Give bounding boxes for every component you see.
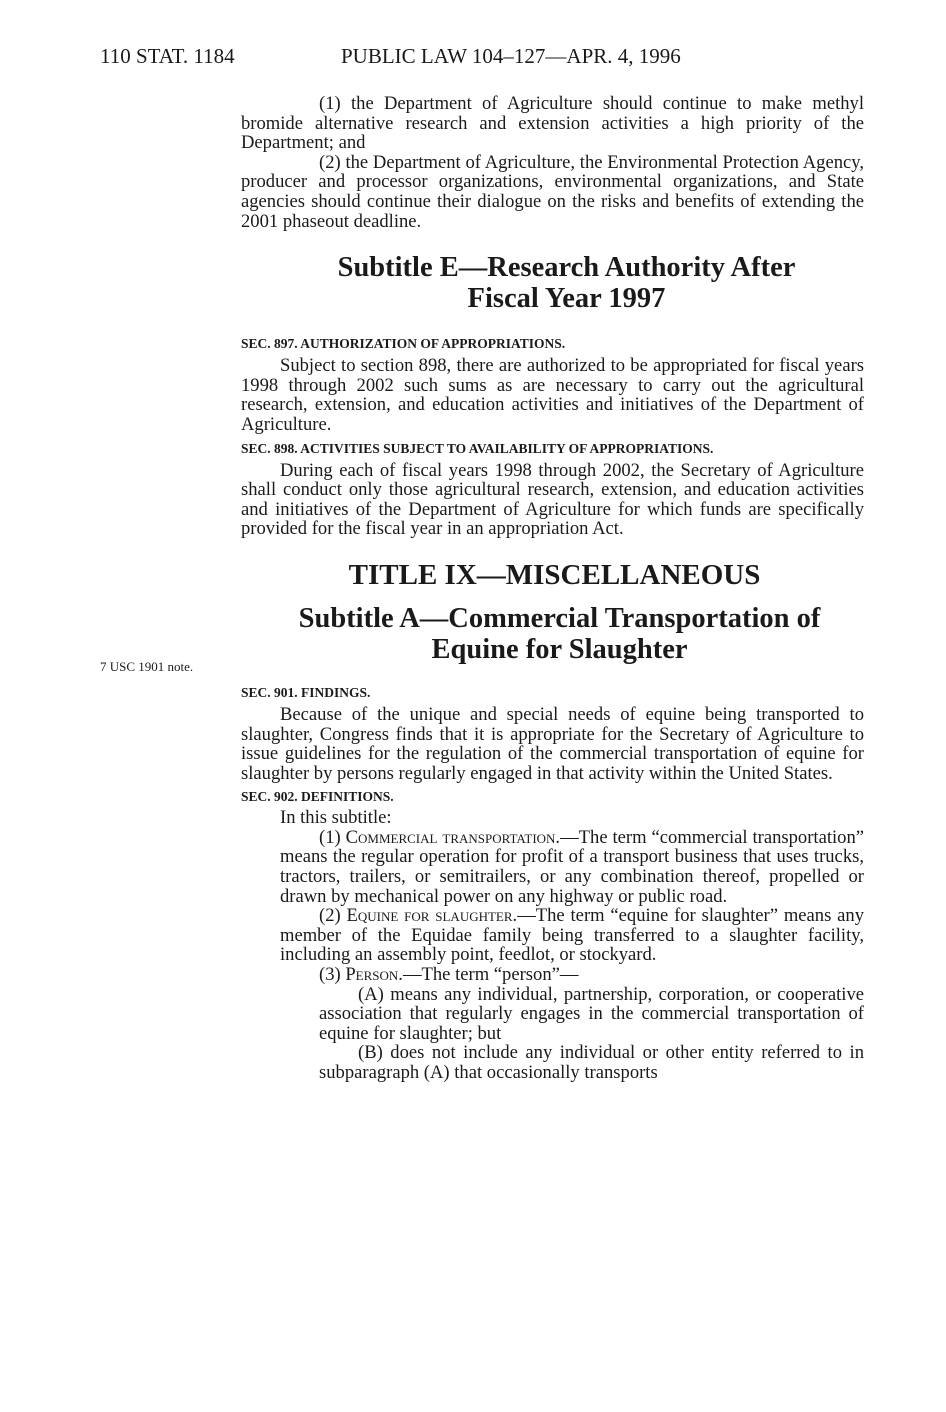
definition-2-term: (2) Equine for slaughter.	[319, 905, 518, 927]
definition-2-text: —The term “equine for slaughter” means any member of the Equidae family being transferred to a slaughter facility, including an assembly point, feedlot, or stockyard.	[280, 905, 864, 966]
subtitle-e-line-1: Subtitle E—Research Authority After	[337, 252, 796, 284]
body-column	[241, 94, 864, 1083]
sec-897-text: Subject to section 898, there are authorized to be appropriated for fiscal years 1998 through 2002 such sums as are necessary to carry out the agricultural research, extension, and education activities and initiatives of the Department of Agriculture.	[241, 355, 864, 435]
definition-3-text: —The term “person”—	[402, 964, 579, 986]
sec-901-heading: SEC. 901. FINDINGS.	[241, 684, 371, 700]
running-header	[100, 44, 866, 74]
statute-page-number: 110 STAT. 1184	[100, 44, 235, 68]
definition-3	[241, 965, 864, 985]
definition-3-term: (3) Person.	[319, 964, 403, 986]
definition-1-text: —The term “commercial transportation” means the regular operation for profit of a transport business that uses trucks, tractors, trailers, or semitrailers, or any combination thereof, propelled or drawn by mechanical power on any highway or public road.	[280, 826, 864, 907]
definition-1	[241, 828, 864, 906]
subtitle-a-line-2: Equine for Slaughter	[431, 633, 688, 665]
intro-item-2: (2) the Department of Agriculture, the Environmental Protection Agency, producer and processor organizations, environmental organizations, and State agencies should continue their dialogue on the risks and benefits of extending the 2001 phaseout deadline.	[241, 151, 864, 232]
sec-898-text: During each of fiscal years 1998 through 2002, the Secretary of Agriculture shall conduct only those agricultural research, extension, and education activities and initiatives of the Department of Agriculture for which funds are specifically provided for the fiscal year in an appropriation Act.	[241, 459, 864, 540]
definition-2	[241, 906, 864, 965]
sec-902-lead: In this subtitle:	[280, 807, 392, 829]
subtitle-a-heading	[241, 603, 864, 665]
sec-898-heading: SEC. 898. ACTIVITIES SUBJECT TO AVAILABILITY OF APPROPRIATIONS.	[241, 440, 714, 456]
subtitle-e-line-2: Fiscal Year 1997	[467, 283, 666, 315]
definition-3b: (B) does not include any individual or other entity referred to in subparagraph (A) that occasionally transports	[319, 1042, 864, 1083]
sec-901-text: Because of the unique and special needs of equine being transported to slaughter, Congress finds that it is appropriate for the Secretary of Agriculture to issue guidelines for the regulation of the commercial transportation of equine for slaughter by persons regularly engaged in that activity within the United States.	[241, 703, 864, 784]
definition-1-term: (1) Commercial transportation.	[319, 826, 561, 848]
definition-3a: (A) means any individual, partnership, corporation, or cooperative association that regularly engages in the commercial transportation of equine for slaughter; but	[319, 983, 864, 1044]
sec-897-heading: SEC. 897. AUTHORIZATION OF APPROPRIATIONS.	[241, 336, 566, 352]
title-ix-heading: TITLE IX—MISCELLANEOUS	[348, 558, 761, 591]
intro-item-1: (1) the Department of Agriculture should continue to make methyl bromide alternative research and extension activities a high priority of the Department; and	[241, 93, 864, 154]
subtitle-e-heading	[241, 252, 864, 314]
margin-note: 7 USC 1901 note.	[100, 659, 194, 674]
public-law-citation: PUBLIC LAW 104–127—APR. 4, 1996	[341, 44, 681, 68]
subtitle-a-line-1: Subtitle A—Commercial Transportation of	[298, 602, 821, 634]
sec-902-heading: SEC. 902. DEFINITIONS.	[241, 789, 394, 805]
